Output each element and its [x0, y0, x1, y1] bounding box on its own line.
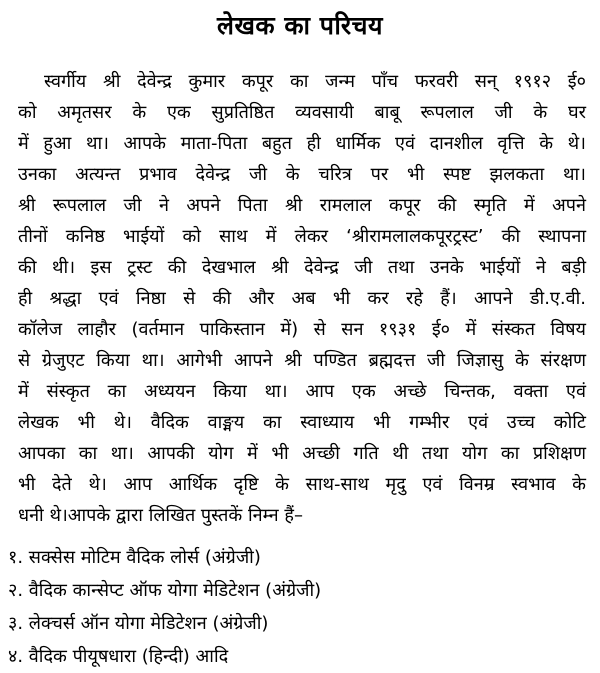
book-list-item: २. वैदिक कान्सेप्ट ऑफ योगा मेडिटेशन (अंग्रेजी) — [8, 580, 322, 601]
paragraph-line: भी देते थे। आप आर्थिक दृष्टि के साथ-साथ मृदु एवं विनम्र स्वभाव के — [18, 474, 586, 495]
paragraph-line: में हुआ था। आपके माता-पिता बहुत ही धार्मिक एवं दानशील वृत्ति के थे। — [18, 133, 586, 154]
paragraph-line: उनका अत्यन्त प्रभाव देवेन्द्र जी के चरित्र पर भी स्पष्ट झलकता था। — [18, 164, 586, 185]
paragraph-line: की थी। इस ट्रस्ट की देखभाल श्री देवेन्द्र जी तथा उनके भाईयों ने बड़ी — [18, 257, 586, 278]
book-list-item: ४. वैदिक पीयूषधारा (हिन्दी) आदि — [8, 646, 229, 667]
page-title: लेखक का परिचय — [217, 11, 383, 40]
paragraph-line: में संस्कृत का अध्ययन किया था। आप एक अच्छे चिन्तक, वक्ता एवं — [18, 381, 586, 402]
book-list — [0, 541, 600, 673]
book-list-item: १. सक्सेस मोटिम वैदिक लोर्स (अंग्रेजी) — [8, 547, 261, 568]
paragraph-line: ही श्रद्धा एवं निष्ठा से की और अब भी कर रहे हैं। आपने डी.ए.वी. — [18, 288, 586, 309]
paragraph-line: को अमृतसर के एक सुप्रतिष्ठित व्यवसायी बाबू रूपलाल जी के घर — [18, 102, 586, 123]
biography-paragraph — [0, 66, 600, 531]
paragraph-line: लेखक भी थे। वैदिक वाङ्मय का स्वाध्याय भी गम्भीर एवं उच्च कोटि — [18, 412, 586, 433]
paragraph-line: श्री रूपलाल जी ने अपने पिता श्री रामलाल कपूर की स्मृति में अपने — [18, 195, 586, 216]
paragraph-line: से ग्रेजुएट किया था। आगेभी आपने श्री पण्डित ब्रह्मदत्त जी जिज्ञासु के संरक्षण — [18, 350, 586, 371]
paragraph-line: आपका का था। आपकी योग में भी अच्छी गति थी तथा योग का प्रशिक्षण — [18, 443, 586, 464]
paragraph-line: स्वर्गीय श्री देवेन्द्र कुमार कपूर का जन्म पाँच फरवरी सन् १९१२ ई० — [44, 71, 586, 92]
paragraph-line: कॉलेज लाहौर (वर्तमान पाकिस्तान में) से सन १९३१ ई० में संस्कत विषय — [18, 319, 586, 340]
paragraph-line: तीनों कनिष्ठ भाईयों को साथ में लेकर ‘श्रीरामलालकपूरट्रस्ट’ की स्थापना — [18, 226, 586, 247]
book-list-item: ३. लेक्चर्स ऑन योगा मेडिटेशन (अंग्रेजी) — [8, 613, 269, 634]
paragraph-line: धनी थे।आपके द्वारा लिखित पुस्तकें निम्न हैं– — [18, 505, 303, 526]
